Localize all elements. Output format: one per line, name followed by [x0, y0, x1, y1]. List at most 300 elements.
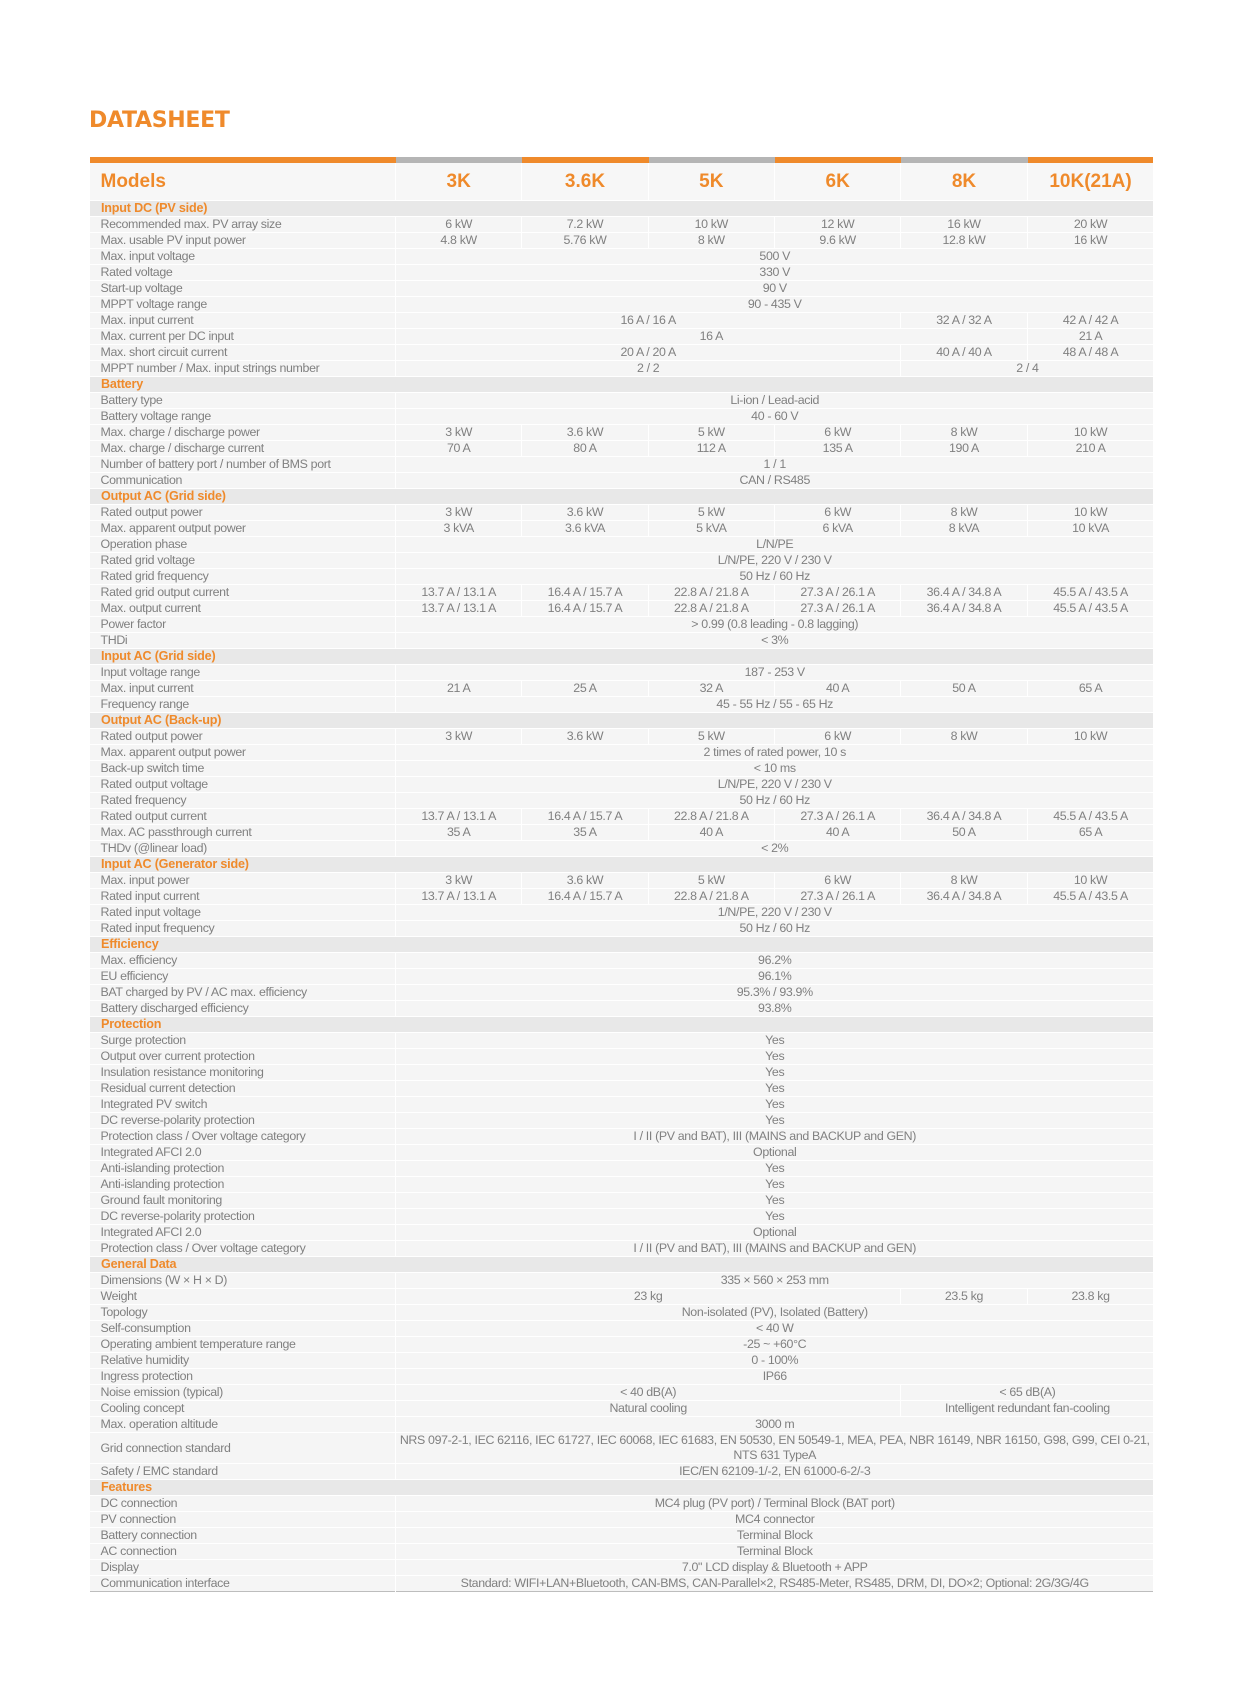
spec-label: Operating ambient temperature range [90, 1337, 396, 1353]
header-cell-model: 8K [901, 160, 1027, 201]
spec-value: 13.7 A / 13.1 A [396, 809, 522, 825]
spec-value: 3.6 kW [522, 873, 648, 889]
spec-value: 96.1% [396, 969, 1154, 985]
spec-label: Ingress protection [90, 1369, 396, 1385]
spec-value: 3.6 kVA [522, 521, 648, 537]
spec-value: 36.4 A / 34.8 A [901, 889, 1027, 905]
spec-label: THDi [90, 633, 396, 649]
spec-label: Rated grid output current [90, 585, 396, 601]
spec-value: Intelligent redundant fan-cooling [901, 1401, 1154, 1417]
spec-value: 1 / 1 [396, 457, 1154, 473]
section-title: Output AC (Grid side) [90, 489, 1154, 505]
spec-value: 93.8% [396, 1001, 1154, 1017]
spec-value: Yes [396, 1049, 1154, 1065]
spec-value: 32 A / 32 A [901, 313, 1027, 329]
spec-value: 6 kW [774, 729, 900, 745]
spec-label: Integrated AFCI 2.0 [90, 1145, 396, 1161]
spec-value: 23 kg [396, 1289, 901, 1305]
spec-value: 9.6 kW [774, 233, 900, 249]
spec-value: L/N/PE [396, 537, 1154, 553]
spec-label: Communication [90, 473, 396, 489]
spec-value: Natural cooling [396, 1401, 901, 1417]
spec-row [90, 729, 1154, 745]
spec-value: 335 × 560 × 253 mm [396, 1273, 1154, 1289]
spec-row [90, 1193, 1154, 1209]
spec-label: Rated grid frequency [90, 569, 396, 585]
spec-value: 95.3% / 93.9% [396, 985, 1154, 1001]
spec-value: 6 kVA [774, 521, 900, 537]
spec-value: L/N/PE, 220 V / 230 V [396, 777, 1154, 793]
spec-row [90, 1097, 1154, 1113]
section-header-row [90, 649, 1154, 665]
spec-label: Rated voltage [90, 265, 396, 281]
section-title: Efficiency [90, 937, 1154, 953]
spec-value: 7.0" LCD display & Bluetooth + APP [396, 1560, 1154, 1576]
spec-value: 22.8 A / 21.8 A [648, 601, 774, 617]
spec-value: 3 kW [396, 873, 522, 889]
spec-label: Display [90, 1560, 396, 1576]
spec-label: Safety / EMC standard [90, 1464, 396, 1480]
spec-value: < 3% [396, 633, 1154, 649]
spec-row [90, 745, 1154, 761]
spec-value: 65 A [1027, 681, 1153, 697]
spec-value: 22.8 A / 21.8 A [648, 585, 774, 601]
spec-value: 32 A [648, 681, 774, 697]
section-title: Output AC (Back-up) [90, 713, 1154, 729]
spec-value: Yes [396, 1161, 1154, 1177]
spec-label: BAT charged by PV / AC max. efficiency [90, 985, 396, 1001]
spec-value: 10 kVA [1027, 521, 1153, 537]
spec-row [90, 313, 1154, 329]
section-title: Battery [90, 377, 1154, 393]
spec-label: Grid connection standard [90, 1433, 396, 1464]
spec-row [90, 1033, 1154, 1049]
spec-row [90, 761, 1154, 777]
spec-row [90, 1241, 1154, 1257]
spec-label: AC connection [90, 1544, 396, 1560]
spec-label: Rated input voltage [90, 905, 396, 921]
spec-value: 16 A / 16 A [396, 313, 901, 329]
spec-value: 10 kW [1027, 505, 1153, 521]
datasheet-table-wrapper [89, 157, 1153, 1592]
spec-value: Yes [396, 1113, 1154, 1129]
spec-row [90, 841, 1154, 857]
spec-row [90, 281, 1154, 297]
spec-row [90, 1113, 1154, 1129]
spec-value: 1/N/PE, 220 V / 230 V [396, 905, 1154, 921]
spec-label: Recommended max. PV array size [90, 217, 396, 233]
spec-value: Terminal Block [396, 1544, 1154, 1560]
spec-row [90, 1417, 1154, 1433]
section-title: Protection [90, 1017, 1154, 1033]
spec-value: 42 A / 42 A [1027, 313, 1153, 329]
spec-label: Integrated AFCI 2.0 [90, 1225, 396, 1241]
spec-label: DC connection [90, 1496, 396, 1512]
spec-value: 45.5 A / 43.5 A [1027, 889, 1153, 905]
spec-value: 50 Hz / 60 Hz [396, 569, 1154, 585]
spec-value: 40 A [774, 681, 900, 697]
spec-label: Anti-islanding protection [90, 1161, 396, 1177]
spec-label: Protection class / Over voltage category [90, 1241, 396, 1257]
spec-value: 40 A [648, 825, 774, 841]
spec-value: 13.7 A / 13.1 A [396, 601, 522, 617]
section-header-row [90, 201, 1154, 217]
spec-label: Integrated PV switch [90, 1097, 396, 1113]
spec-row [90, 1081, 1154, 1097]
spec-row [90, 665, 1154, 681]
spec-row [90, 1049, 1154, 1065]
spec-label: Max. input current [90, 681, 396, 697]
spec-value: 187 - 253 V [396, 665, 1154, 681]
spec-value: 45.5 A / 43.5 A [1027, 585, 1153, 601]
spec-value: < 10 ms [396, 761, 1154, 777]
spec-value: 210 A [1027, 441, 1153, 457]
spec-row [90, 921, 1154, 937]
spec-row [90, 265, 1154, 281]
spec-value: IP66 [396, 1369, 1154, 1385]
spec-row [90, 569, 1154, 585]
header-cell-model: 10K(21A) [1027, 160, 1153, 201]
section-header-row [90, 1480, 1154, 1496]
spec-row [90, 393, 1154, 409]
spec-label: Power factor [90, 617, 396, 633]
spec-value: L/N/PE, 220 V / 230 V [396, 553, 1154, 569]
section-header-row [90, 489, 1154, 505]
spec-value: 45.5 A / 43.5 A [1027, 809, 1153, 825]
spec-value: I / II (PV and BAT), III (MAINS and BACKUP and GEN) [396, 1129, 1154, 1145]
section-title: Input DC (PV side) [90, 201, 1154, 217]
spec-value: Standard: WIFI+LAN+Bluetooth, CAN-BMS, CAN-Parallel×2, RS485-Meter, RS485, DRM, DI, DO×2; Optional: 2G/3G/4G [396, 1576, 1154, 1592]
spec-value: 8 kW [648, 233, 774, 249]
spec-value: 27.3 A / 26.1 A [774, 585, 900, 601]
spec-value: 80 A [522, 441, 648, 457]
header-cell-models: Models [90, 160, 396, 201]
spec-row [90, 457, 1154, 473]
header-cell-model: 6K [774, 160, 900, 201]
spec-value: 3.6 kW [522, 729, 648, 745]
spec-label: Operation phase [90, 537, 396, 553]
spec-row [90, 505, 1154, 521]
spec-row [90, 873, 1154, 889]
spec-value: -25 ~ +60°C [396, 1337, 1154, 1353]
spec-value: 40 A / 40 A [901, 345, 1027, 361]
spec-label: Anti-islanding protection [90, 1177, 396, 1193]
spec-value: 5 kW [648, 505, 774, 521]
section-header-row [90, 713, 1154, 729]
spec-row [90, 1512, 1154, 1528]
spec-value: 8 kW [901, 729, 1027, 745]
spec-label: Rated input current [90, 889, 396, 905]
spec-label: Self-consumption [90, 1321, 396, 1337]
spec-label: Weight [90, 1289, 396, 1305]
spec-label: Max. current per DC input [90, 329, 396, 345]
spec-label: MPPT number / Max. input strings number [90, 361, 396, 377]
spec-value: Yes [396, 1209, 1154, 1225]
spec-row [90, 297, 1154, 313]
spec-value: 36.4 A / 34.8 A [901, 809, 1027, 825]
spec-value: MC4 connector [396, 1512, 1154, 1528]
spec-value: < 2% [396, 841, 1154, 857]
spec-row [90, 697, 1154, 713]
spec-value: 3.6 kW [522, 505, 648, 521]
spec-row [90, 249, 1154, 265]
spec-label: Max. output current [90, 601, 396, 617]
spec-row [90, 617, 1154, 633]
spec-row [90, 953, 1154, 969]
spec-label: Noise emission (typical) [90, 1385, 396, 1401]
spec-value: 45 - 55 Hz / 55 - 65 Hz [396, 697, 1154, 713]
spec-value: 10 kW [1027, 873, 1153, 889]
spec-label: Battery type [90, 393, 396, 409]
spec-label: Topology [90, 1305, 396, 1321]
spec-value: Terminal Block [396, 1528, 1154, 1544]
spec-value: 8 kVA [901, 521, 1027, 537]
spec-row [90, 1209, 1154, 1225]
spec-value: 36.4 A / 34.8 A [901, 585, 1027, 601]
spec-value: Optional [396, 1225, 1154, 1241]
spec-row [90, 521, 1154, 537]
spec-value: 2 / 4 [901, 361, 1154, 377]
spec-label: Start-up voltage [90, 281, 396, 297]
spec-value: 5 kW [648, 729, 774, 745]
spec-value: 3 kW [396, 729, 522, 745]
spec-label: Max. short circuit current [90, 345, 396, 361]
spec-value: > 0.99 (0.8 leading - 0.8 lagging) [396, 617, 1154, 633]
spec-value: 35 A [522, 825, 648, 841]
spec-value: 12 kW [774, 217, 900, 233]
spec-value: 6 kW [774, 873, 900, 889]
spec-label: Rated output power [90, 505, 396, 521]
spec-value: 4.8 kW [396, 233, 522, 249]
models-header-row [90, 160, 1154, 201]
spec-row [90, 1177, 1154, 1193]
spec-value: 16.4 A / 15.7 A [522, 889, 648, 905]
section-header-row [90, 857, 1154, 873]
spec-label: DC reverse-polarity protection [90, 1209, 396, 1225]
spec-value: 16.4 A / 15.7 A [522, 809, 648, 825]
spec-row [90, 1576, 1154, 1592]
spec-value: Yes [396, 1097, 1154, 1113]
spec-row [90, 825, 1154, 841]
spec-value: 40 - 60 V [396, 409, 1154, 425]
spec-value: 5 kVA [648, 521, 774, 537]
spec-label: Max. operation altitude [90, 1417, 396, 1433]
spec-label: Protection class / Over voltage category [90, 1129, 396, 1145]
spec-row [90, 1225, 1154, 1241]
spec-row [90, 1001, 1154, 1017]
datasheet-table [89, 157, 1153, 1592]
spec-row [90, 1273, 1154, 1289]
spec-value: 112 A [648, 441, 774, 457]
spec-label: Rated output voltage [90, 777, 396, 793]
spec-value: 25 A [522, 681, 648, 697]
spec-value: 3000 m [396, 1417, 1154, 1433]
spec-label: Output over current protection [90, 1049, 396, 1065]
spec-label: Surge protection [90, 1033, 396, 1049]
spec-row [90, 345, 1154, 361]
spec-value: 500 V [396, 249, 1154, 265]
spec-value: 3.6 kW [522, 425, 648, 441]
spec-value: 10 kW [1027, 729, 1153, 745]
spec-row [90, 905, 1154, 921]
spec-value: 2 / 2 [396, 361, 901, 377]
header-cell-model: 3.6K [522, 160, 648, 201]
section-title: Input AC (Generator side) [90, 857, 1154, 873]
section-header-row [90, 1257, 1154, 1273]
spec-value: 20 A / 20 A [396, 345, 901, 361]
spec-row [90, 1528, 1154, 1544]
spec-value: 13.7 A / 13.1 A [396, 585, 522, 601]
spec-value: 13.7 A / 13.1 A [396, 889, 522, 905]
spec-value: 70 A [396, 441, 522, 457]
spec-label: Max. input power [90, 873, 396, 889]
spec-value: MC4 plug (PV port) / Terminal Block (BAT port) [396, 1496, 1154, 1512]
spec-value: 12.8 kW [901, 233, 1027, 249]
spec-label: Max. input current [90, 313, 396, 329]
spec-value: 16.4 A / 15.7 A [522, 601, 648, 617]
spec-row [90, 425, 1154, 441]
spec-value: 3 kW [396, 505, 522, 521]
spec-row [90, 985, 1154, 1001]
section-header-row [90, 377, 1154, 393]
spec-value: 23.5 kg [901, 1289, 1027, 1305]
spec-value: 16 A [396, 329, 1028, 345]
spec-label: Insulation resistance monitoring [90, 1065, 396, 1081]
spec-row [90, 537, 1154, 553]
spec-label: Rated input frequency [90, 921, 396, 937]
spec-value: 8 kW [901, 873, 1027, 889]
spec-value: Yes [396, 1081, 1154, 1097]
spec-value: 96.2% [396, 953, 1154, 969]
spec-label: Number of battery port / number of BMS port [90, 457, 396, 473]
spec-value: 5 kW [648, 873, 774, 889]
spec-value: 16 kW [1027, 233, 1153, 249]
spec-value: 20 kW [1027, 217, 1153, 233]
spec-value: < 40 dB(A) [396, 1385, 901, 1401]
spec-value: 135 A [774, 441, 900, 457]
spec-row [90, 969, 1154, 985]
spec-value: Li-ion / Lead-acid [396, 393, 1154, 409]
spec-label: Max. AC passthrough current [90, 825, 396, 841]
spec-label: Rated grid voltage [90, 553, 396, 569]
spec-row [90, 1464, 1154, 1480]
spec-value: 40 A [774, 825, 900, 841]
page-title: DATASHEET [89, 108, 230, 133]
header-cell-model: 5K [648, 160, 774, 201]
spec-value: 16 kW [901, 217, 1027, 233]
spec-label: DC reverse-polarity protection [90, 1113, 396, 1129]
spec-row [90, 409, 1154, 425]
spec-value: 23.8 kg [1027, 1289, 1153, 1305]
spec-row [90, 1560, 1154, 1576]
spec-row [90, 889, 1154, 905]
spec-row [90, 1544, 1154, 1560]
spec-value: 6 kW [396, 217, 522, 233]
spec-label: Max. efficiency [90, 953, 396, 969]
spec-row [90, 1496, 1154, 1512]
spec-row [90, 793, 1154, 809]
spec-value: 45.5 A / 43.5 A [1027, 601, 1153, 617]
spec-value: I / II (PV and BAT), III (MAINS and BACKUP and GEN) [396, 1241, 1154, 1257]
spec-row [90, 1145, 1154, 1161]
section-header-row [90, 937, 1154, 953]
spec-row [90, 1065, 1154, 1081]
spec-label: THDv (@linear load) [90, 841, 396, 857]
spec-value: 50 Hz / 60 Hz [396, 921, 1154, 937]
spec-label: Max. input voltage [90, 249, 396, 265]
spec-value: 22.8 A / 21.8 A [648, 809, 774, 825]
spec-value: 3 kVA [396, 521, 522, 537]
spec-value: 0 - 100% [396, 1353, 1154, 1369]
spec-label: MPPT voltage range [90, 297, 396, 313]
spec-label: Cooling concept [90, 1401, 396, 1417]
spec-label: Rated output current [90, 809, 396, 825]
spec-row [90, 1305, 1154, 1321]
spec-row [90, 1129, 1154, 1145]
section-title: General Data [90, 1257, 1154, 1273]
spec-label: Back-up switch time [90, 761, 396, 777]
spec-value: 3 kW [396, 425, 522, 441]
spec-value: 8 kW [901, 425, 1027, 441]
spec-value: 5 kW [648, 425, 774, 441]
spec-row [90, 1433, 1154, 1464]
spec-value: 10 kW [1027, 425, 1153, 441]
spec-row [90, 361, 1154, 377]
spec-label: Input voltage range [90, 665, 396, 681]
spec-label: Residual current detection [90, 1081, 396, 1097]
section-title: Input AC (Grid side) [90, 649, 1154, 665]
spec-label: Ground fault monitoring [90, 1193, 396, 1209]
spec-value: 50 A [901, 681, 1027, 697]
spec-value: 16.4 A / 15.7 A [522, 585, 648, 601]
spec-value: Yes [396, 1065, 1154, 1081]
spec-value: 21 A [1027, 329, 1153, 345]
spec-row [90, 217, 1154, 233]
spec-label: Battery connection [90, 1528, 396, 1544]
spec-row [90, 1289, 1154, 1305]
spec-label: Max. usable PV input power [90, 233, 396, 249]
spec-row [90, 553, 1154, 569]
spec-label: PV connection [90, 1512, 396, 1528]
spec-row [90, 1401, 1154, 1417]
spec-value: 27.3 A / 26.1 A [774, 889, 900, 905]
spec-row [90, 233, 1154, 249]
spec-label: Rated frequency [90, 793, 396, 809]
spec-row [90, 777, 1154, 793]
spec-value: 190 A [901, 441, 1027, 457]
spec-value: NRS 097-2-1, IEC 62116, IEC 61727, IEC 60068, IEC 61683, EN 50530, EN 50549-1, MEA, PEA, NBR 16149, NBR 16150, G98, G99, CEI 0-21, NTS 631 TypeA [396, 1433, 1154, 1464]
spec-value: IEC/EN 62109-1/-2, EN 61000-6-2/-3 [396, 1464, 1154, 1480]
spec-row [90, 1337, 1154, 1353]
spec-value: 27.3 A / 26.1 A [774, 601, 900, 617]
spec-row [90, 809, 1154, 825]
spec-label: Relative humidity [90, 1353, 396, 1369]
spec-value: 48 A / 48 A [1027, 345, 1153, 361]
spec-row [90, 633, 1154, 649]
spec-row [90, 1353, 1154, 1369]
spec-value: < 40 W [396, 1321, 1154, 1337]
spec-value: 6 kW [774, 425, 900, 441]
section-header-row [90, 1017, 1154, 1033]
spec-value: Non-isolated (PV), Isolated (Battery) [396, 1305, 1154, 1321]
spec-label: Max. charge / discharge current [90, 441, 396, 457]
spec-value: Yes [396, 1177, 1154, 1193]
spec-value: 6 kW [774, 505, 900, 521]
spec-row [90, 1161, 1154, 1177]
spec-row [90, 473, 1154, 489]
spec-value: 90 - 435 V [396, 297, 1154, 313]
spec-row [90, 601, 1154, 617]
